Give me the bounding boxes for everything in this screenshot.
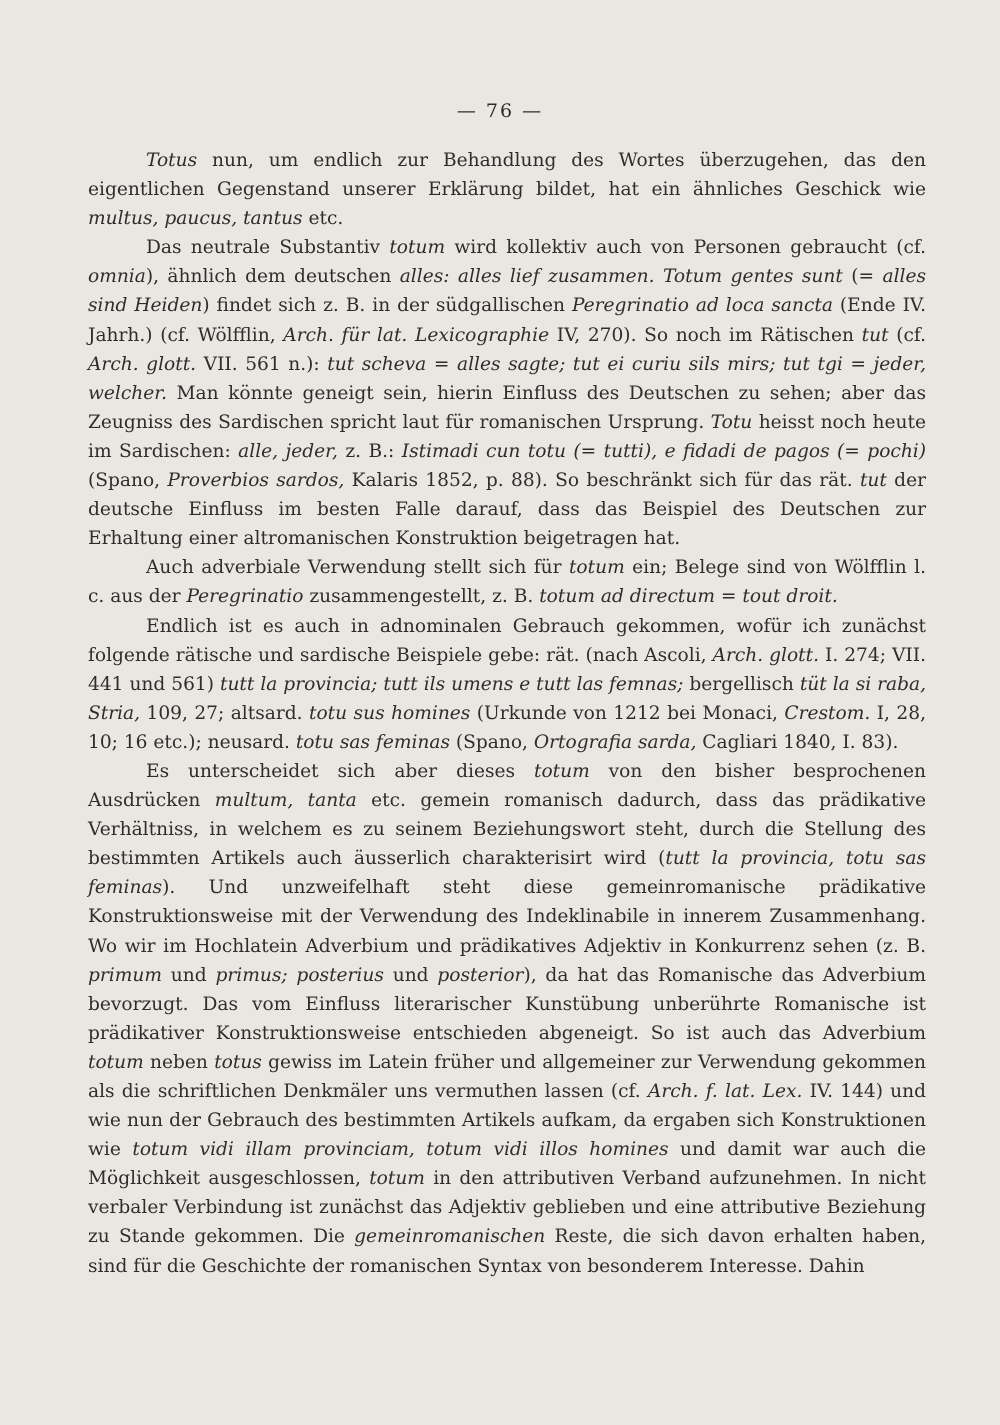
text-run: Reste, die sich davon erhalten haben, sind für die Geschichte der romanischen Syntax von besonderem Interesse. Dahin: [88, 1226, 926, 1277]
text-run: wird kollektiv auch von Personen gebraucht (cf.: [445, 237, 926, 259]
italic-run: Totu: [710, 411, 753, 433]
text-run: (Spano,: [88, 470, 168, 492]
italic-run: Peregrinatio: [186, 586, 304, 608]
text-run: (Spano,: [450, 731, 534, 753]
italic-run: posterior: [437, 964, 524, 986]
italic-run: totus: [214, 1051, 262, 1073]
italic-run: tutt la provincia; tutt ils umens e tutt las femnas;: [219, 673, 684, 695]
italic-run: tut scheva = alles sagte; tut ei curiu sils mirs; tut tgi = jeder, welcher.: [88, 353, 926, 404]
text-run: (Urkunde von 1212 bei Monaci,: [470, 702, 785, 724]
text-run: in den attributiven Verband aufzunehmen. In nicht verbaler Verbindung ist zunächst das Adjektiv geblieben und eine attributive Beziehung zu Stande gekommen. Die: [88, 1168, 926, 1248]
text-run: Es unterscheidet sich aber dieses: [146, 760, 534, 782]
italic-run: totum: [88, 1051, 144, 1073]
italic-run: Crestom.: [784, 702, 871, 724]
italic-run: Istimadi cun totu (= tutti), e fidadi de pagos (= pochi): [401, 440, 926, 462]
text-run: IV, 270). So noch im Rätischen: [549, 324, 862, 346]
text-run: I. 274; VII. 441 und 561): [88, 644, 926, 695]
text-run: 109, 27; altsard.: [140, 702, 309, 724]
body-text: [88, 146, 926, 1281]
text-run: ein; Belege sind von Wölfflin l. c. aus der: [88, 557, 926, 608]
text-run: etc.: [302, 208, 344, 230]
text-run: zusammengestellt, z. B.: [303, 586, 540, 608]
italic-run: omnia: [88, 266, 146, 288]
paragraph: [88, 757, 926, 1281]
text-run: und: [161, 964, 216, 986]
italic-run: primum: [88, 964, 162, 986]
italic-run: tüt la si raba, Stria,: [88, 673, 927, 724]
text-run: Cagliari 1840, I. 83).: [696, 731, 899, 753]
italic-run: tut: [859, 470, 887, 492]
text-run: ), da hat das Romanische das Adverbium bevorzugt. Das vom Einfluss literarischer Kunstübung unberührte Romanische ist prädikativer Konstruktionsweise entschieden abgeneigt. So ist auch das Adverbium: [88, 964, 926, 1044]
paragraph: [88, 612, 926, 757]
text-run: und damit war auch die Möglichkeit ausgeschlossen,: [88, 1139, 926, 1190]
text-run: neben: [143, 1051, 215, 1073]
text-run: Endlich ist es auch in adnominalen Gebrauch gekommen, wofür ich zunächst folgende rätische und sardische Beispiele gebe: rät. (nach Ascoli,: [88, 615, 926, 666]
italic-run: totum: [568, 557, 625, 579]
italic-run: Ortografia sarda,: [533, 731, 697, 753]
italic-run: multum, tanta: [214, 790, 357, 812]
italic-run: Proverbios sardos,: [167, 470, 345, 492]
text-run: I, 28, 10; 16 etc.); neusard.: [88, 702, 926, 753]
italic-run: Arch. glott.: [88, 353, 197, 375]
italic-run: Arch. glott.: [712, 644, 820, 666]
paragraph: [88, 233, 926, 553]
italic-run: alles sind Heiden: [88, 266, 927, 317]
text-run: gewiss im Latein früher und allgemeiner zur Verwendung gekommen als die schriftlichen Denkmäler uns vermuthen lassen (cf.: [88, 1051, 926, 1102]
text-run: etc. gemein romanisch dadurch, dass das prädikative Verhältniss, in welchem es zu seinem Beziehungswort steht, durch die Stellung des bestimmten Artikels auch äusserlich charakterisirt wird (: [88, 790, 926, 870]
italic-run: Arch. für lat. Lexicographie: [283, 324, 550, 346]
italic-run: totum vidi illam provinciam, totum vidi illos homines: [132, 1139, 669, 1161]
italic-run: tut: [861, 324, 889, 346]
text-run: (=: [842, 266, 883, 288]
paragraph: [88, 146, 926, 233]
italic-run: gemeinromanischen: [354, 1226, 546, 1248]
text-run: IV. 144) und wie nun der Gebrauch des bestimmten Artikels aufkam, da ergaben sich Konstruktionen wie: [88, 1081, 927, 1161]
italic-run: totum: [389, 237, 446, 259]
italic-run: Totus: [146, 150, 198, 171]
text-run: bergellisch: [683, 673, 800, 695]
text-run: (Ende IV. Jahrh.) (cf. Wölfflin,: [88, 295, 926, 346]
text-run: ) findet sich z. B. in der südgallischen: [202, 295, 572, 317]
text-run: und: [383, 964, 438, 986]
italic-run: primus; posterius: [215, 964, 384, 986]
italic-run: Arch. f. lat. Lex.: [647, 1081, 803, 1102]
text-run: (cf.: [888, 324, 926, 346]
italic-run: multus, paucus, tantus: [88, 208, 303, 230]
italic-run: totum ad directum = tout droit.: [539, 586, 838, 608]
page-number: — 76 —: [456, 100, 544, 122]
italic-run: totum: [369, 1168, 425, 1190]
text-run: nun, um endlich zur Behandlung des Wortes überzugehen, das den eigentlichen Gegenstand unserer Erklärung bildet, hat ein ähnliches Geschick wie: [88, 150, 926, 201]
text-run: Das neutrale Substantiv: [146, 237, 390, 259]
text-run: der deutsche Einfluss im besten Falle darauf, dass das Beispiel des Deutschen zur Erhaltung einer altromanischen Konstruktion beigetragen hat.: [88, 470, 926, 550]
italic-run: totu sas feminas: [295, 731, 450, 753]
text-run: ). Und unzweifelhaft steht diese gemeinromanische prädikative Konstruktionsweise mit der Verwendung des Indeklinabile in innerem Zusammenhang. Wo wir im Hochlatein Adverbium und prädikatives Adjektiv in Konkurrenz sehen (z. B.: [88, 877, 926, 957]
text-run: Man könnte geneigt sein, hierin Einfluss des Deutschen zu sehen; aber das Zeugniss des Sardischen spricht laut für romanischen Ursprung.: [88, 382, 926, 433]
text-run: heisst noch heute im Sardischen:: [88, 411, 926, 462]
italic-run: alle, jeder,: [238, 440, 338, 462]
text-run: VII. 561 n.):: [196, 353, 328, 375]
italic-run: alles: alles lief zusammen. Totum gentes sunt: [399, 266, 843, 288]
italic-run: tutt la provincia, totu sas feminas: [88, 848, 926, 899]
paragraph: [88, 553, 926, 611]
text-run: z. B.:: [337, 440, 402, 462]
text-run: ), ähnlich dem deutschen: [145, 266, 400, 288]
text-run: Auch adverbiale Verwendung stellt sich für: [146, 557, 569, 579]
italic-run: Peregrinatio ad loca sancta: [571, 295, 833, 317]
text-run: Kalaris 1852, p. 88). So beschränkt sich für das rät.: [344, 470, 860, 492]
italic-run: totu sus homines: [309, 702, 471, 724]
italic-run: totum: [533, 760, 590, 782]
text-run: von den bisher besprochenen Ausdrücken: [88, 760, 926, 812]
